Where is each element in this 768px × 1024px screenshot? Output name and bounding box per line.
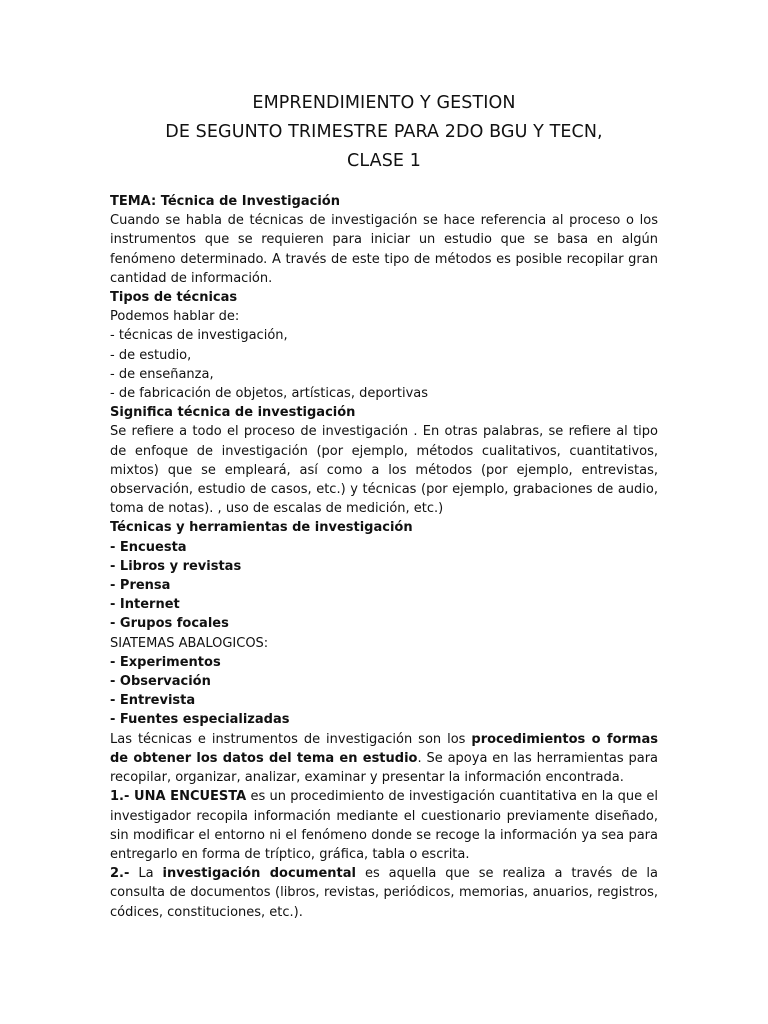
tipos-intro: Podemos hablar de: bbox=[110, 309, 240, 325]
list-item: - de estudio, bbox=[110, 347, 192, 363]
list-item: - Grupos focales bbox=[110, 616, 229, 632]
list-item: - Experimentos bbox=[110, 654, 221, 670]
documental-bold: investigación documental bbox=[162, 866, 356, 882]
list-item: - Prensa bbox=[110, 578, 171, 594]
list-item: - Entrevista bbox=[110, 693, 196, 709]
documental-pre: La bbox=[129, 866, 163, 882]
document-title bbox=[110, 89, 658, 176]
documental-paragraph bbox=[110, 864, 658, 922]
title-line-2: DE SEGUNTO TRIMESTRE PARA 2DO BGU Y TECN, bbox=[165, 122, 603, 142]
tipos-heading: Tipos de técnicas bbox=[110, 290, 238, 306]
title-line-3: CLASE 1 bbox=[347, 151, 421, 171]
significa-heading: Significa técnica de investigación bbox=[110, 405, 356, 421]
list-item: - Internet bbox=[110, 597, 180, 613]
document-body bbox=[110, 192, 658, 922]
encuesta-paragraph bbox=[110, 787, 658, 864]
list-item: - de fabricación de objetos, artísticas, deportivas bbox=[110, 386, 429, 402]
procedimientos-pre: Las técnicas e instrumentos de investigación son los bbox=[110, 731, 472, 747]
list-item: - técnicas de investigación, bbox=[110, 328, 288, 344]
title-line-1: EMPRENDIMIENTO Y GESTION bbox=[252, 93, 516, 113]
list-item: - Encuesta bbox=[110, 539, 187, 555]
list-item: - de enseñanza, bbox=[110, 366, 214, 382]
documental-text: es aquella que se realiza a través de la consulta de documentos (libros, revistas, periódicos, memorias, anuarios, registros, códices, constituciones, etc.). bbox=[110, 866, 658, 920]
significa-paragraph: Se refiere a todo el proceso de investigación . En otras palabras, se refiere al tipo de enfoque de investigación (por ejemplo, métodos cualitativos, cuantitativos, mixtos) que se empleará, así como a los métodos (por ejemplo, entrevistas, observación, estudio de casos, etc.) y técnicas (por ejemplo, grabaciones de audio, toma de notas). , uso de escalas de medición, etc.) bbox=[110, 424, 658, 517]
list-item: - Observación bbox=[110, 674, 211, 690]
encuesta-text: es un procedimiento de investigación cuantitativa en la que el investigador recopila información mediante el cuestionario previamente diseñado, sin modificar el entorno ni el fenómeno donde se recoge la información ya sea para entregarlo en forma de tríptico, gráfica, tabla o escrita. bbox=[110, 789, 658, 862]
tema-heading: TEMA: Técnica de Investigación bbox=[110, 194, 340, 209]
encuesta-bold: 1.- UNA ENCUESTA bbox=[110, 789, 247, 805]
list-item: - Fuentes especializadas bbox=[110, 712, 290, 728]
documental-num: 2.- bbox=[110, 866, 130, 882]
herramientas-heading: Técnicas y herramientas de investigación bbox=[110, 520, 413, 536]
list-item: - Libros y revistas bbox=[110, 558, 242, 574]
procedimientos-bold: procedimientos o formas de obtener los datos del tema en estudio bbox=[110, 731, 658, 766]
procedimientos-post: . Se apoya en las herramientas para recopilar, organizar, analizar, examinar y presentar la información encontrada. bbox=[110, 750, 659, 786]
procedimientos-paragraph bbox=[110, 730, 658, 788]
tema-paragraph: Cuando se habla de técnicas de investigación se hace referencia al proceso o los instrumentos que se requieren para iniciar un estudio que se basa en algún fenómeno determinado. A través de este tipo de métodos es posible recopilar gran cantidad de información. bbox=[110, 213, 658, 286]
sistemas-heading: SIATEMAS ABALOGICOS: bbox=[110, 635, 269, 651]
